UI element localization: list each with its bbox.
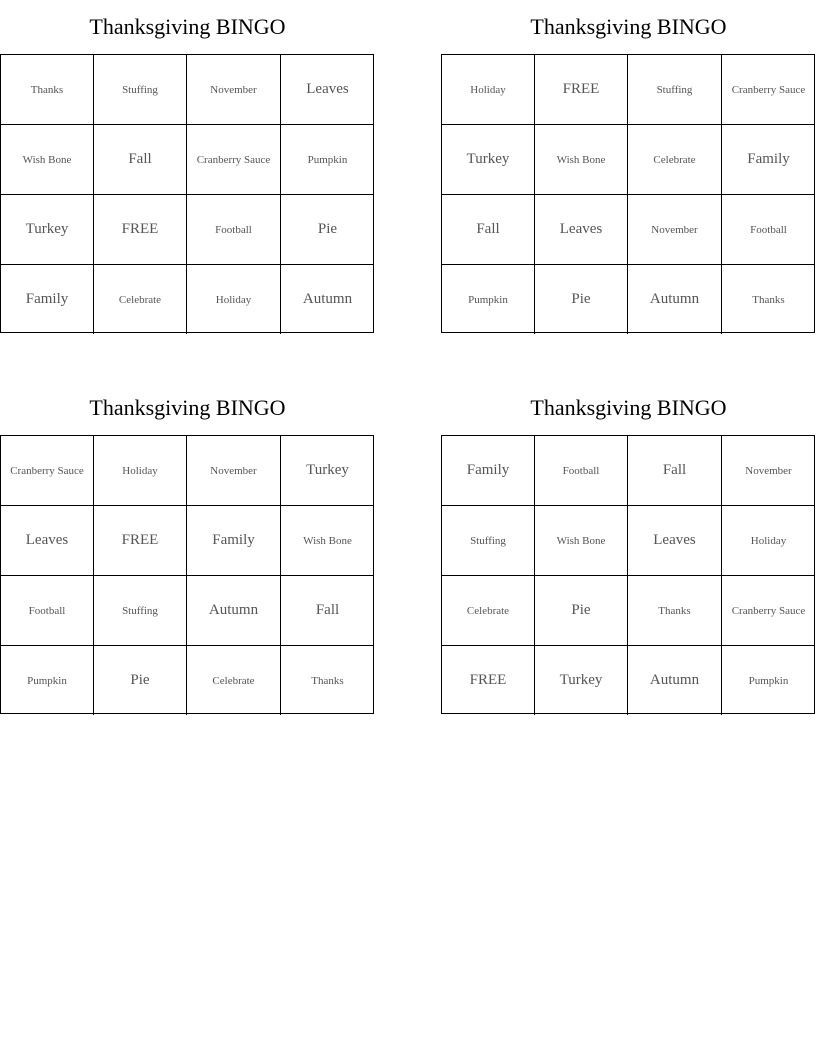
bingo-cell: Wish Bone (535, 125, 628, 195)
card-title: Thanksgiving BINGO (89, 395, 286, 420)
card-title: Thanksgiving BINGO (89, 14, 286, 39)
bingo-grid (441, 435, 815, 714)
bingo-cell: Wish Bone (1, 125, 94, 195)
bingo-cell: Football (187, 195, 281, 265)
bingo-cell: Fall (281, 576, 374, 646)
bingo-grid (0, 54, 374, 333)
bingo-card (0, 0, 375, 333)
bingo-cell: Stuffing (442, 506, 535, 576)
bingo-cell: Leaves (535, 195, 628, 265)
bingo-cell: Leaves (628, 506, 722, 576)
bingo-cell: Family (442, 436, 535, 506)
bingo-cell: Celebrate (628, 125, 722, 195)
bingo-cell: Leaves (281, 55, 374, 125)
bingo-cell: Turkey (281, 436, 374, 506)
bingo-cell: Cranberry Sauce (722, 576, 815, 646)
bingo-card (441, 381, 816, 714)
bingo-cell: FREE (94, 506, 187, 576)
bingo-cell: FREE (94, 195, 187, 265)
bingo-cell: Family (1, 265, 94, 334)
bingo-cell: Turkey (1, 195, 94, 265)
bingo-cell: Celebrate (94, 265, 187, 334)
bingo-cell: November (187, 436, 281, 506)
bingo-cell: Holiday (722, 506, 815, 576)
bingo-card (0, 381, 375, 714)
bingo-cell: Holiday (187, 265, 281, 334)
bingo-cell: Cranberry Sauce (722, 55, 815, 125)
bingo-cell: Pie (535, 265, 628, 334)
bingo-cell: Cranberry Sauce (1, 436, 94, 506)
bingo-cell: November (187, 55, 281, 125)
bingo-cell: Pumpkin (281, 125, 374, 195)
bingo-cell: Football (535, 436, 628, 506)
bingo-cell: Thanks (1, 55, 94, 125)
bingo-cell: Pie (94, 646, 187, 715)
bingo-cell: November (722, 436, 815, 506)
bingo-cell: Pumpkin (442, 265, 535, 334)
bingo-cell: Pumpkin (1, 646, 94, 715)
bingo-cell: Fall (94, 125, 187, 195)
bingo-cell: Turkey (442, 125, 535, 195)
bingo-card (441, 0, 816, 333)
bingo-cell: Pie (535, 576, 628, 646)
bingo-cell: Family (722, 125, 815, 195)
bingo-cell: Wish Bone (281, 506, 374, 576)
bingo-cell: Thanks (628, 576, 722, 646)
bingo-cell: Fall (442, 195, 535, 265)
bingo-cell: Autumn (628, 646, 722, 715)
bingo-cell: Stuffing (94, 55, 187, 125)
bingo-cell: Celebrate (187, 646, 281, 715)
bingo-cell: Thanks (752, 293, 785, 306)
bingo-cell: Fall (628, 436, 722, 506)
bingo-cell: Thanks (311, 674, 344, 687)
bingo-cell: Stuffing (628, 55, 722, 125)
bingo-cell: Football (722, 195, 815, 265)
bingo-grid (0, 435, 374, 714)
bingo-cell: Autumn (628, 265, 722, 334)
bingo-cell: Cranberry Sauce (187, 125, 281, 195)
bingo-cell: Family (187, 506, 281, 576)
bingo-cell: Pumpkin (748, 674, 789, 687)
bingo-grid (441, 54, 815, 333)
bingo-cell: FREE (535, 55, 628, 125)
bingo-cell: November (628, 195, 722, 265)
bingo-cell: Autumn (187, 576, 281, 646)
bingo-cell: Autumn (302, 291, 353, 307)
card-title: Thanksgiving BINGO (530, 14, 727, 39)
bingo-cell: Holiday (442, 55, 535, 125)
bingo-cell: FREE (442, 646, 535, 715)
bingo-cell: Wish Bone (535, 506, 628, 576)
bingo-cell: Celebrate (442, 576, 535, 646)
bingo-cell: Stuffing (94, 576, 187, 646)
bingo-cell: Leaves (1, 506, 94, 576)
card-title: Thanksgiving BINGO (530, 395, 727, 420)
bingo-cell: Pie (281, 195, 374, 265)
bingo-cell: Turkey (535, 646, 628, 715)
bingo-cell: Football (1, 576, 94, 646)
bingo-cell: Holiday (94, 436, 187, 506)
